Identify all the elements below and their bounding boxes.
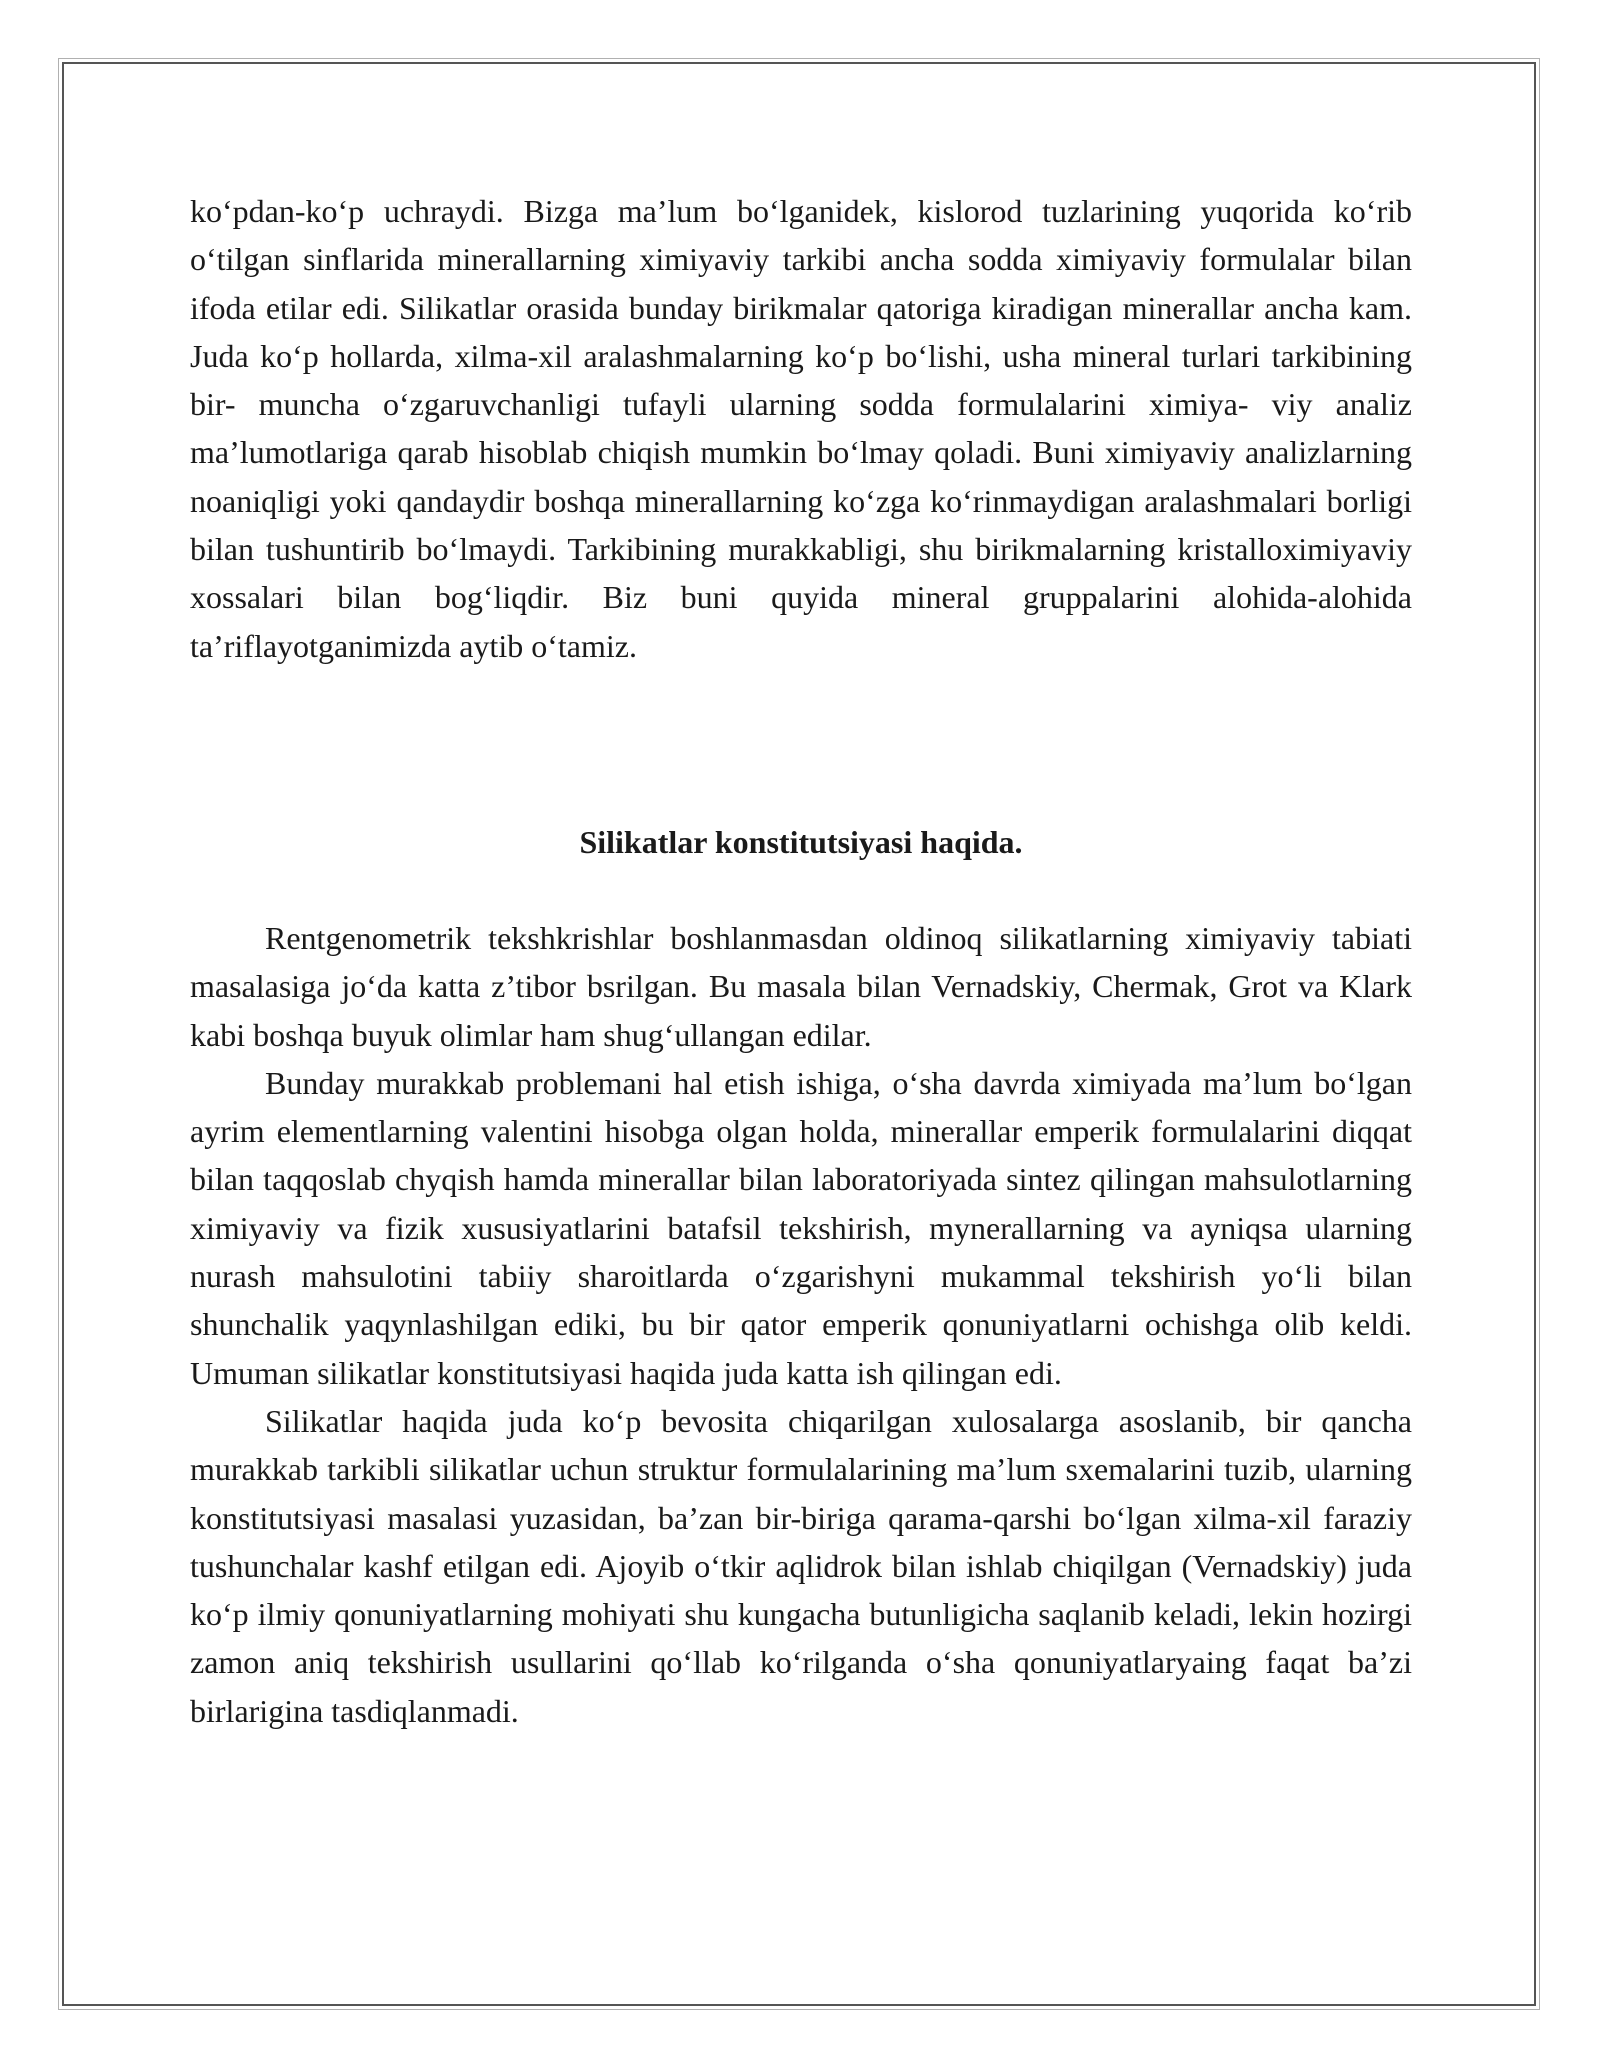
body-paragraph: Rentgenometrik tekshkrishlar boshlanmasdan oldinoq silikatlarning ximiyaviy tabiati masalasiga jo‘da katta z’tibor bsrilgan. Bu masala bilan Vernadskiy, Chermak, Grot va Klark kabi boshqa buyuk olimlar ham shug‘ullangan edilar. bbox=[190, 920, 1412, 1053]
section-body bbox=[190, 914, 1412, 1735]
body-paragraph: Bunday murakkab problemani hal etish ishiga, o‘sha davrda ximiyada ma’lum bo‘lgan ayrim elementlarning valentini hisobga olgan holda, minerallar emperik formulalarini diqqat bilan taqqoslab chyqish hamda minerallar bilan laboratoriyada sintez qilingan mahsulotlarning ximiyaviy va fizik xususiyatlarini batafsil tekshirish, mynerallarning va ayniqsa ularning nurash mahsulotini tabiiy sharoitlarda o‘zgarishyni mukammal tekshirish yo‘li bilan shunchalik yaqynlashilgan ediki, bu bir qator emperik qonuniyatlarni ochishga olib keldi. Umuman silikatlar konstitutsiyasi haqida juda katta ish qilingan edi. bbox=[190, 1064, 1412, 1391]
section-heading: Silikatlar konstitutsiyasi haqida. bbox=[579, 824, 1023, 860]
body-paragraph: Silikatlar haqida juda ko‘p bevosita chiqarilgan xulosalarga asoslanib, bir qancha murakkab tarkibli silikatlar uchun struktur formulalarining ma’lum sxemalarini tuzib, ularning konstitutsiyasi masalasi yuzasidan, ba’zan bir-biriga qarama-qarshi bo‘lgan xilma-xil faraziy tushunchalar kashf etilgan edi. Ajoyib o‘tkir aqlidrok bilan ishlab chiqilgan (Vernadskiy) juda ko‘p ilmiy qonuniyatlarning mohiyati shu kungacha butunligicha saqlanib keladi, lekin hozirgi zamon aniq tekshirish usullarini qo‘llab ko‘rilganda o‘sha qonuniyatlaryaing faqat ba’zi birlarigina tasdiqlanmadi. bbox=[190, 1402, 1412, 1729]
intro-paragraph: ko‘pdan-ko‘p uchraydi. Bizga ma’lum bo‘lganidek, kislorod tuzlarining yuqorida ko‘rib o‘tilgan sinflarida minerallarning ximiyaviy tarkibi ancha sodda ximiyaviy formulalar bilan ifoda etilar edi. Silikatlar orasida bunday birikmalar qatoriga kiradigan minerallar ancha kam. Juda ko‘p hollarda, xilma-xil aralashmalarning ko‘p bo‘lishi, usha mineral turlari tarkibining bir- muncha o‘zgaruvchanligi tufayli ularning sodda formulalarini ximiya- viy analiz ma’lumotlariga qarab hisoblab chiqish mumkin bo‘lmay qoladi. Buni ximiyaviy analizlarning noaniqligi yoki qandaydir boshqa minerallarning ko‘zga ko‘rinmaydigan aralashmalari borligi bilan tushuntirib bo‘lmaydi. Tarkibining murakkabligi, shu birikmalarning kristalloximiyaviy xossalari bilan bog‘liqdir. Biz buni quyida mineral gruppalarini alohida-alohida ta’riflayotganimizda aytib o‘tamiz. bbox=[190, 193, 1412, 664]
